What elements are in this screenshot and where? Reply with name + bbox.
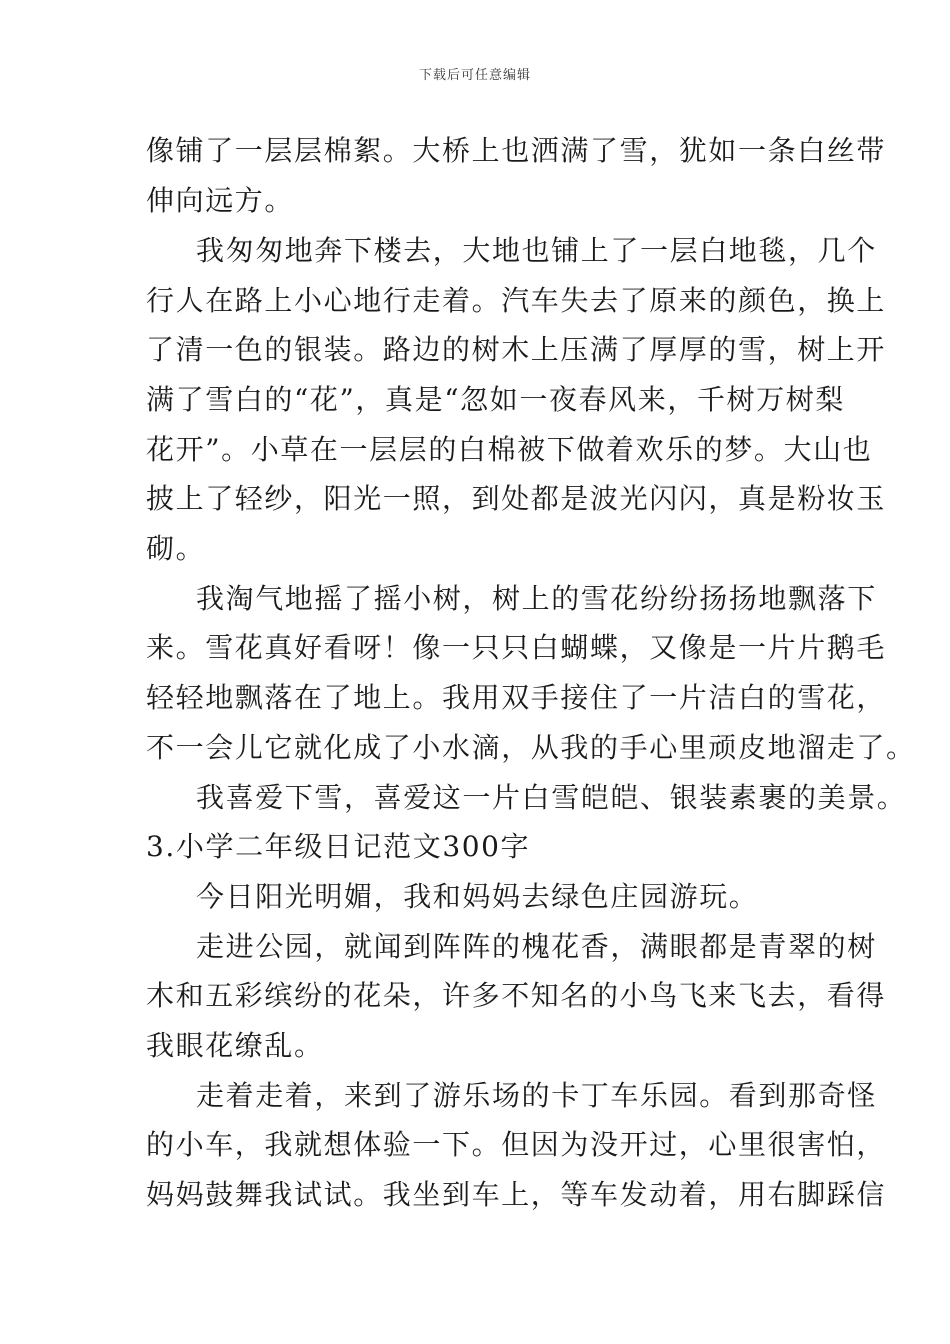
text-line: 妈妈鼓舞我试试。我坐到车上，等车发动着，用右脚踩信: [146, 1178, 887, 1211]
text-line: 了清一色的银装。路边的树木上压满了厚厚的雪，树上开: [146, 333, 887, 366]
text-line: 轻轻地飘落在了地上。我用双手接住了一片洁白的雪花，: [146, 681, 887, 714]
text-line: 行人在路上小心地行走着。汽车失去了原来的颜色，换上: [146, 284, 887, 317]
text-line: 伸向远方。: [146, 184, 295, 217]
paragraph-first-line: 我淘气地摇了摇小树，树上的雪花纷纷扬扬地飘落下: [196, 582, 877, 615]
paragraph-first-line: 今日阳光明媚，我和妈妈去绿色庄园游玩。: [196, 880, 759, 913]
paragraph-first-line: 走着走着，来到了游乐场的卡丁车乐园。看到那奇怪: [196, 1079, 877, 1112]
text-line: 披上了轻纱，阳光一照，到处都是波光闪闪，真是粉妆玉: [146, 482, 887, 515]
text-line: 满了雪白的“花”，真是“忽如一夜春风来，千树万树梨: [146, 383, 845, 416]
section-heading: 3.小学二年级日记范文300字: [146, 830, 531, 863]
text-line: 木和五彩缤纷的花朵，许多不知名的小鸟飞来飞去，看得: [146, 979, 887, 1012]
paragraph-first-line: 我喜爱下雪，喜爱这一片白雪皑皑、银装素裹的美景。: [196, 781, 907, 814]
text-line: 的小车，我就想体验一下。但因为没开过，心里很害怕，: [146, 1128, 887, 1161]
text-line: 我眼花缭乱。: [146, 1029, 324, 1062]
paragraph-first-line: 我匆匆地奔下楼去，大地也铺上了一层白地毯，几个: [196, 234, 877, 267]
text-line: 花开”。小草在一层层的白棉被下做着欢乐的梦。大山也: [146, 433, 873, 466]
text-line: 像铺了一层层棉絮。大桥上也洒满了雪，犹如一条白丝带: [146, 134, 887, 167]
text-line: 砌。: [146, 532, 206, 565]
paragraph-first-line: 走进公园，就闻到阵阵的槐花香，满眼都是青翠的树: [196, 930, 877, 963]
text-line: 来。雪花真好看呀！像一只只白蝴蝶，又像是一片片鹅毛: [146, 631, 887, 664]
page-header: 下载后可任意编辑: [418, 68, 531, 83]
text-line: 不一会儿它就化成了小水滴，从我的手心里顽皮地溜走了。: [146, 731, 916, 764]
